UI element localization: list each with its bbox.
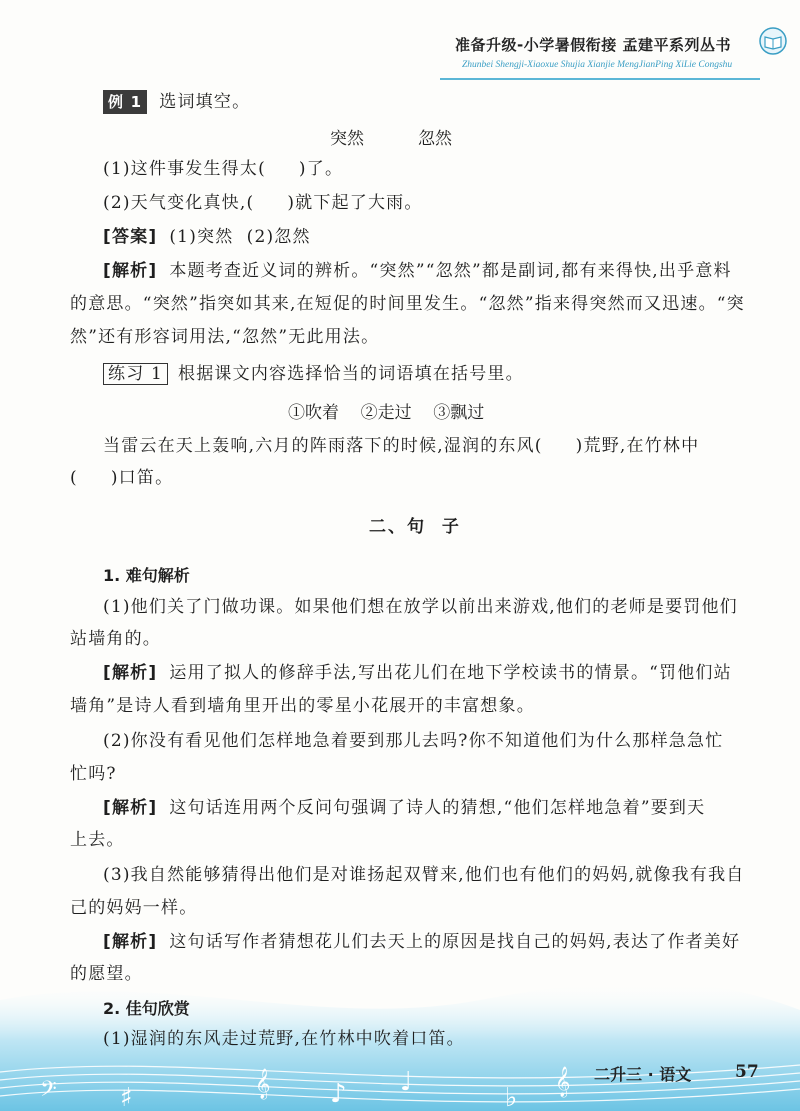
- analysis3-text: 这句话写作者猜想花儿们去天上的原因是找自己的妈妈,表达了作者美好: [169, 932, 741, 952]
- example-q1: (1)这件事发生得太( )了。: [103, 159, 344, 179]
- sentence2-line2: 忙吗?: [70, 764, 117, 784]
- svg-text:♩: ♩: [400, 1067, 413, 1097]
- svg-text:♯: ♯: [120, 1083, 133, 1111]
- exercise-line-2: ( )口笛。: [70, 468, 174, 488]
- svg-text:♪: ♪: [330, 1079, 347, 1109]
- example-q2: (2)天气变化真快,( )就下起了大雨。: [103, 193, 423, 213]
- example1-header: [103, 90, 250, 114]
- analysis2-line1: [103, 796, 705, 820]
- book-logo-icon: [758, 26, 788, 56]
- series-subtitle: Zhunbei Shengji-Xiaoxue Shujia Xianjie MengJianPing XiLie Congshu: [462, 60, 733, 70]
- analysis1-line1: [103, 661, 732, 685]
- analysis-label: [解析]: [103, 261, 158, 281]
- analysis-label: [解析]: [103, 663, 158, 683]
- series-title: 准备升级-小学暑假衔接 孟建平系列丛书: [455, 36, 731, 54]
- svg-text:𝄢: 𝄢: [40, 1077, 57, 1107]
- example-analysis-1: [103, 259, 732, 283]
- svg-text:𝄞: 𝄞: [255, 1069, 271, 1099]
- exercise-options: ①吹着 ②走过 ③飘过: [288, 403, 485, 423]
- example-options: 突然 忽然: [330, 129, 453, 149]
- example-analysis-2: 的意思。“突然”指突如其来,在短促的时间里发生。“忽然”指来得突然而又迅速。“突: [70, 294, 745, 314]
- good-sentence-1: (1)湿润的东风走过荒野,在竹林中吹着口笛。: [103, 1029, 465, 1049]
- subheading-difficult-sentences: 1. 难句解析: [103, 566, 190, 585]
- example-answer: [103, 225, 311, 249]
- sentence2-line1: (2)你没有看见他们怎样地急着要到那儿去吗?你不知道他们为什么那样急急忙: [103, 731, 724, 751]
- answer-text: (1)突然 (2)忽然: [169, 227, 311, 247]
- section-title: 二、句 子: [369, 517, 461, 537]
- subheading-good-sentences: 2. 佳句欣赏: [103, 999, 190, 1018]
- exercise1-header: [103, 362, 524, 386]
- analysis3-line2: 的愿望。: [70, 964, 143, 984]
- analysis3-line1: [103, 930, 740, 954]
- example-analysis-3: 然”还有形容词用法,“忽然”无此用法。: [70, 327, 380, 347]
- analysis1-text: 运用了拟人的修辞手法,写出花儿们在地下学校读书的情景。“罚他们站: [169, 663, 732, 683]
- page-number: 57: [735, 1062, 759, 1082]
- analysis2-line2: 上去。: [70, 830, 125, 850]
- analysis2-text: 这句话连用两个反问句强调了诗人的猜想,“他们怎样地急着”要到天: [169, 798, 706, 818]
- svg-text:𝄞: 𝄞: [555, 1067, 571, 1097]
- answer-label: [答案]: [103, 227, 158, 247]
- svg-text:♭: ♭: [505, 1083, 518, 1111]
- exercise-line-1: 当雷云在天上轰响,六月的阵雨落下的时候,湿润的东风( )荒野,在竹林中: [103, 436, 700, 456]
- sentence3-line1: (3)我自然能够猜得出他们是对谁扬起双臂来,他们也有他们的妈妈,就像我有我自: [103, 865, 745, 885]
- analysis-label: [解析]: [103, 932, 158, 952]
- example-label: 例 1: [103, 90, 147, 114]
- example-instruction: 选词填空。: [159, 92, 251, 112]
- grade-subject-label: 二升三 · 语文: [594, 1065, 692, 1084]
- sentence3-line2: 己的妈妈一样。: [70, 898, 198, 918]
- analysis-label: [解析]: [103, 798, 158, 818]
- exercise-instruction: 根据课文内容选择恰当的词语填在括号里。: [178, 364, 524, 384]
- sentence1-line1: (1)他们关了门做功课。如果他们想在放学以前出来游戏,他们的老师是要罚他们: [103, 597, 738, 617]
- analysis1-line2: 墙角”是诗人看到墙角里开出的零星小花展开的丰富想象。: [70, 696, 535, 716]
- analysis-text-1: 本题考查近义词的辨析。“突然”“忽然”都是副词,都有来得快,出乎意料: [169, 261, 732, 281]
- sentence1-line2: 站墙角的。: [70, 629, 161, 649]
- exercise-label: 练习 1: [103, 363, 168, 385]
